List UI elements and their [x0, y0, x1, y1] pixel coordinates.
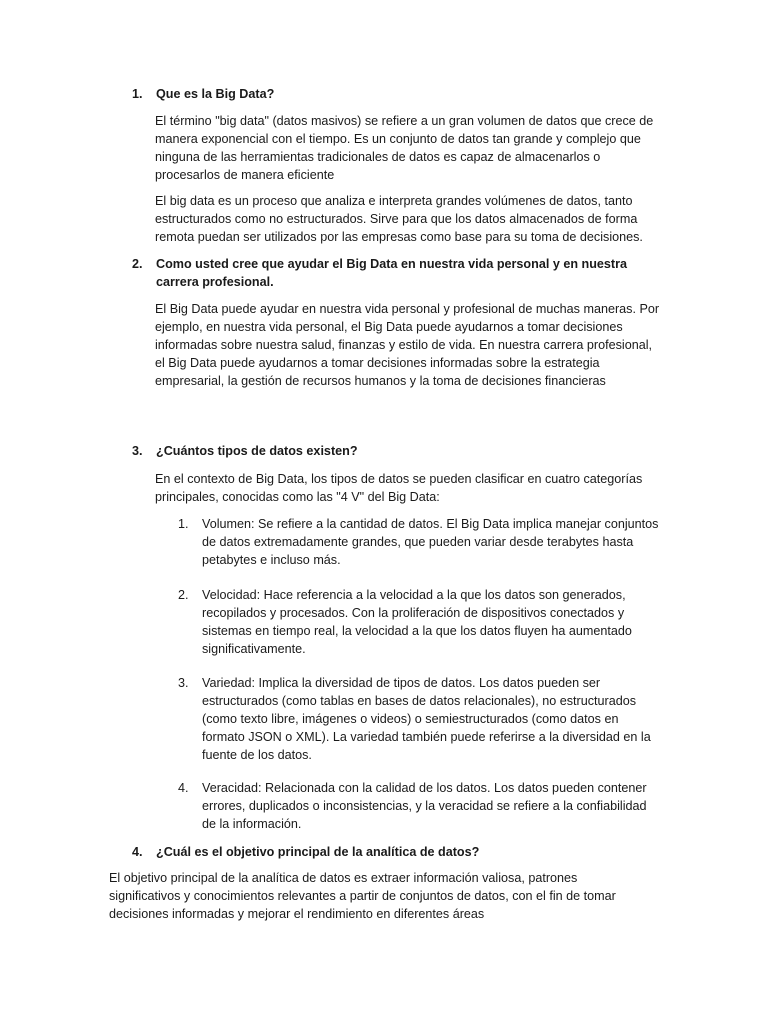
question-number: 3.: [132, 444, 143, 458]
question-text: Que es la Big Data?: [156, 87, 275, 101]
list-item-text: Volumen: Se refiere a la cantidad de datos. El Big Data implica manejar conjuntos de datos extremadamente grandes, que pueden variar desde terabytes hasta petabytes e incluso más.: [202, 517, 659, 567]
answer-paragraph: El término "big data" (datos masivos) se refiere a un gran volumen de datos que crece de manera exponencial con el tiempo. Es un conjunto de datos tan grande y complejo que ninguna de las herramientas tradicionales de datos es capaz de almacenarlos o procesarlos de manera eficiente: [155, 114, 654, 182]
question-number: 1.: [132, 87, 143, 101]
list-item: [178, 586, 660, 658]
list-item: [178, 515, 660, 569]
list-item: [178, 674, 660, 764]
answer-paragraph: El big data es un proceso que analiza e interpreta grandes volúmenes de datos, tanto estructurados como no estructurados. Sirve para que los datos almacenados de forma remota puedan ser utilizados por las empresas como base para su toma de decisiones.: [155, 194, 643, 244]
answer-paragraph: El Big Data puede ayudar en nuestra vida personal y profesional de muchas maneras. Por ejemplo, en nuestra vida personal, el Big Data puede ayudarnos a tomar decisiones informadas sobre nuestra salud, finanzas y estilo de vida. En nuestra carrera profesional, el Big Data puede ayudarnos a tomar decisiones informadas sobre la estrategia empresarial, la gestión de recursos humanos y la toma de decisiones financieras: [155, 302, 660, 388]
question-text: ¿Cuál es el objetivo principal de la analítica de datos?: [156, 845, 480, 859]
list-item-number: 1.: [178, 517, 189, 531]
question-text: ¿Cuántos tipos de datos existen?: [156, 444, 358, 458]
list-item: [178, 779, 660, 833]
question-4: [132, 843, 652, 861]
answer-paragraph: El objetivo principal de la analítica de datos es extraer información valiosa, patrones significativos y conocimientos relevantes a partir de conjuntos de datos, con el fin de tomar decisiones informadas y mejorar el rendimiento en diferentes áreas: [109, 871, 616, 921]
question-2: [132, 255, 652, 291]
question-text: Como usted cree que ayudar el Big Data en nuestra vida personal y en nuestra carrera profesional.: [156, 257, 628, 289]
question-1: [132, 85, 652, 103]
question-number: 2.: [132, 257, 143, 271]
list-item-number: 3.: [178, 676, 189, 690]
question-3: [132, 442, 652, 460]
list-item-number: 2.: [178, 588, 189, 602]
question-number: 4.: [132, 845, 143, 859]
answer-paragraph: En el contexto de Big Data, los tipos de datos se pueden clasificar en cuatro categorías principales, conocidas como las "4 V" del Big Data:: [155, 472, 643, 504]
list-item-text: Veracidad: Relacionada con la calidad de los datos. Los datos pueden contener errores, duplicados o inconsistencias, y la veracidad se refiere a la confiabilidad de la información.: [202, 781, 647, 831]
list-item-number: 4.: [178, 781, 189, 795]
list-item-text: Velocidad: Hace referencia a la velocidad a la que los datos son generados, recopilados y procesados. Con la proliferación de dispositivos conectados y sistemas en tiempo real, la velocidad a la que los datos fluyen ha aumentado significativamente.: [202, 588, 632, 656]
list-item-text: Variedad: Implica la diversidad de tipos de datos. Los datos pueden ser estructurados (como tablas en bases de datos relacionales), no estructurados (como texto libre, imágenes o videos) o semiestructurados (como datos en formato JSON o XML). La variedad también puede referirse a la diversidad en la fuente de los datos.: [202, 676, 651, 762]
